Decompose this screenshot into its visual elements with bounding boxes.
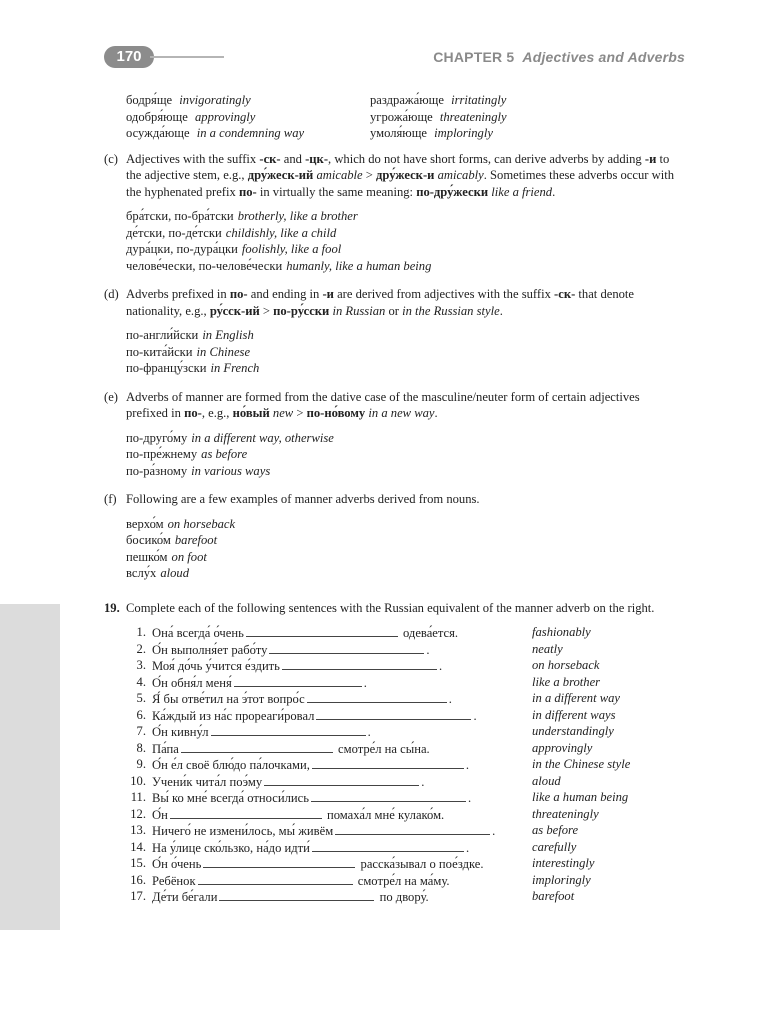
example-line	[370, 92, 670, 109]
sentence-end: .	[467, 791, 472, 805]
english-gloss: brotherly, like a brother	[237, 209, 358, 223]
exercise-item	[104, 806, 684, 823]
russian-word: бра́тски, по-бра́тски	[126, 209, 234, 223]
english-gloss: barefoot	[174, 533, 218, 547]
section-c	[104, 151, 684, 201]
adverb-hint: like a human being	[532, 790, 629, 804]
bold-term: -ск-	[554, 287, 576, 301]
russian-word: по-францу́зски	[126, 361, 207, 375]
russian-word: де́тски, по-де́тски	[126, 225, 222, 240]
item-sentence	[152, 773, 532, 790]
russian-word: раздража́юще	[370, 93, 444, 107]
section-label: (e)	[104, 389, 118, 404]
russian-word: по-англи́йски	[126, 328, 199, 342]
sentence-end: смотре́л на ма́му.	[357, 873, 450, 888]
sentence-end: смотре́л на сы́на.	[338, 741, 430, 756]
sentence-start: Ничего́ не измени́лось, мы́ живём	[152, 824, 334, 838]
adverb-hint: carefully	[532, 839, 577, 854]
running-head	[433, 49, 685, 65]
russian-word: босико́м	[126, 533, 171, 547]
adverb-hint: threateningly	[532, 806, 599, 821]
english-gloss: threateningly	[439, 109, 507, 124]
item-number: 6.	[136, 707, 146, 722]
section-d	[104, 286, 684, 319]
answer-blank[interactable]	[311, 789, 466, 802]
answer-blank[interactable]	[312, 839, 464, 852]
exercise-instruction: Complete each of the following sentences with the Russian equivalent of the manner adverb on the right.	[126, 600, 655, 615]
item-number: 12.	[130, 806, 146, 821]
bold-term: по-	[184, 406, 202, 420]
bold-term: -и	[644, 151, 657, 166]
section-text	[126, 389, 684, 422]
exercise-item	[104, 707, 684, 724]
bold-term: по-дру́жески	[416, 184, 489, 199]
english-gloss: foolishly, like a fool	[241, 242, 342, 256]
item-number: 15.	[130, 856, 146, 870]
item-sentence	[152, 789, 532, 806]
sentence-end: .	[438, 659, 443, 673]
example-line	[370, 125, 670, 142]
english-gloss: approvingly	[195, 109, 256, 124]
section-label: (d)	[104, 287, 119, 301]
adverb-hint: approvingly	[532, 740, 593, 755]
item-number: 9.	[136, 757, 146, 771]
item-number: 13.	[130, 823, 146, 837]
answer-blank[interactable]	[307, 690, 447, 703]
example-line	[126, 463, 684, 480]
item-sentence	[152, 756, 532, 773]
answer-blank[interactable]	[203, 855, 355, 868]
section-label: (c)	[104, 151, 118, 166]
sentence-end: по двору́.	[379, 890, 429, 904]
chapter-label: CHAPTER 5	[433, 49, 515, 65]
bold-term: дру́жеск-ий	[247, 168, 314, 182]
russian-word: дура́цки, по-дура́цки	[126, 242, 238, 256]
example-line	[126, 109, 370, 126]
bold-term: -цк-	[305, 151, 329, 166]
italic-gloss: in Russian	[332, 303, 386, 318]
answer-blank[interactable]	[312, 756, 464, 769]
answer-blank[interactable]	[198, 872, 353, 885]
sentence-end: одева́ется.	[403, 626, 459, 640]
sentence-start: Ка́ждый из на́с прореаги́ровал	[152, 708, 315, 723]
item-sentence	[152, 855, 532, 872]
item-number: 11.	[130, 790, 146, 804]
answer-blank[interactable]	[219, 888, 374, 901]
adverb-hint: fashionably	[532, 625, 591, 639]
exercise-item	[104, 624, 684, 641]
bold-term: -и	[322, 287, 334, 301]
item-sentence	[152, 641, 532, 658]
text-run: , which do not have short forms, can derive adverbs by adding	[328, 151, 645, 166]
english-gloss: imploringly	[434, 126, 493, 140]
item-number: 4.	[136, 674, 146, 689]
example-line	[126, 360, 684, 377]
exercise-item	[104, 641, 684, 658]
item-number: 17.	[130, 889, 146, 903]
example-line	[126, 327, 684, 344]
item-sentence	[152, 707, 532, 724]
item-sentence	[152, 806, 532, 823]
text-run: and	[280, 151, 306, 166]
chapter-title: Adjectives and Adverbs	[522, 49, 685, 65]
text-run: are derived from adjectives with the suffix	[333, 287, 555, 301]
exercise-item	[104, 789, 684, 806]
italic-gloss: like a friend	[491, 184, 553, 199]
example-line	[126, 446, 684, 463]
example-line	[126, 208, 684, 225]
exercise-item	[104, 740, 684, 757]
english-gloss: on foot	[171, 549, 207, 564]
item-number: 1.	[136, 625, 146, 639]
answer-blank[interactable]	[335, 822, 490, 835]
item-number: 2.	[136, 641, 146, 656]
sentence-end: .	[367, 725, 371, 739]
text-run: Adverbs prefixed in	[126, 287, 230, 301]
section-d-examples	[104, 327, 684, 377]
russian-word: одобря́юще	[126, 109, 188, 124]
english-gloss: aloud	[160, 566, 190, 580]
answer-blank[interactable]	[264, 773, 419, 786]
sentence-start: О́н о́чень	[152, 857, 202, 871]
exercise-item	[104, 822, 684, 839]
example-line	[126, 549, 684, 566]
sentence-start: Моя́ до́чь у́чится е́здить	[152, 659, 280, 673]
text-run: >	[293, 406, 307, 420]
item-sentence	[152, 740, 532, 757]
side-tab-bar	[0, 604, 60, 930]
sentence-end: .	[492, 824, 496, 838]
exercise-item	[104, 839, 684, 856]
answer-blank[interactable]	[282, 657, 437, 670]
italic-gloss: in a new way	[368, 406, 435, 420]
example-line	[126, 241, 684, 258]
sentence-end: .	[448, 692, 452, 706]
item-sentence	[152, 839, 532, 856]
item-sentence	[152, 624, 532, 641]
page-number-badge: 170	[104, 46, 154, 68]
sentence-start: Па́па	[152, 741, 179, 756]
text-run: that denote nationality, e.g.,	[126, 287, 635, 318]
adverb-hint: imploringly	[532, 872, 591, 887]
exercise-item	[104, 888, 684, 905]
english-gloss: humanly, like a human being	[286, 258, 432, 273]
english-gloss: in French	[210, 361, 260, 375]
adverb-hint: understandingly	[532, 724, 614, 738]
sentence-start: О́н обня́л меня́	[152, 675, 232, 690]
item-number: 16.	[130, 872, 146, 887]
example-line	[126, 565, 684, 582]
exercise-item	[104, 855, 684, 872]
answer-blank[interactable]	[246, 624, 398, 637]
text-run: in virtually the same meaning:	[256, 184, 417, 199]
item-number: 8.	[136, 740, 146, 755]
item-number: 3.	[136, 658, 146, 672]
exercise-item	[104, 723, 684, 740]
exercise-19	[104, 600, 684, 617]
adverb-hint: like a brother	[532, 674, 601, 689]
example-line	[126, 516, 684, 533]
text-run: .	[434, 406, 438, 420]
sentence-start: Де́ти бе́гали	[152, 890, 218, 904]
text-run: .	[552, 184, 556, 199]
section-f	[104, 491, 684, 508]
section-e	[104, 389, 684, 422]
text-run: to the adjective stem, e.g.,	[126, 151, 670, 182]
item-sentence	[152, 657, 532, 674]
sentence-start: Учени́к чита́л поэ́му	[152, 774, 263, 789]
intro-examples	[104, 92, 684, 142]
russian-word: по-пре́жнему	[126, 447, 198, 461]
italic-gloss: in the Russian style	[402, 303, 500, 318]
russian-word: осужда́юще	[126, 126, 190, 140]
answer-blank[interactable]	[170, 806, 322, 819]
bold-term: но́вый	[232, 406, 270, 420]
sentence-end: .	[465, 840, 470, 855]
text-run: and ending in	[247, 287, 323, 301]
page-content	[104, 92, 684, 905]
english-gloss: on horseback	[167, 516, 236, 531]
item-sentence	[152, 888, 532, 905]
text-run: , e.g.,	[201, 406, 233, 420]
russian-word: угрожа́юще	[370, 109, 433, 124]
answer-blank[interactable]	[211, 723, 366, 736]
bold-term: ру́сск-ий	[209, 303, 260, 318]
intro-col-right	[370, 92, 670, 142]
sentence-start: О́н выполня́ет рабо́ту	[152, 642, 268, 657]
adverb-hint: barefoot	[532, 889, 575, 903]
item-number: 5.	[136, 691, 146, 705]
example-line	[126, 225, 684, 242]
adverb-hint: on horseback	[532, 658, 600, 672]
english-gloss: in a different way, otherwise	[191, 430, 334, 445]
exercise-item	[104, 872, 684, 889]
answer-blank[interactable]	[316, 707, 471, 720]
header-rule	[150, 56, 224, 58]
exercise-number: 19.	[104, 600, 120, 615]
exercise-item	[104, 674, 684, 691]
sentence-end: .	[426, 642, 430, 657]
section-f-examples	[104, 516, 684, 582]
text-run: >	[259, 303, 274, 318]
item-number: 7.	[136, 724, 146, 738]
adverb-hint: in the Chinese style	[532, 757, 631, 771]
sentence-end: расска́зывал о пое́здке.	[360, 857, 484, 871]
russian-word: по-кита́йски	[126, 344, 193, 359]
italic-gloss: amicably	[437, 168, 484, 182]
english-gloss: irritatingly	[451, 93, 507, 107]
bold-term: дру́жеск-и	[376, 168, 435, 182]
section-text	[126, 286, 684, 319]
section-text	[126, 151, 684, 201]
sentence-start: О́н кивну́л	[152, 725, 209, 739]
sentence-start: Ребёнок	[152, 873, 196, 888]
italic-gloss: amicable	[316, 168, 363, 182]
russian-word: вслу́х	[126, 566, 157, 580]
russian-word: бодря́ще	[126, 93, 173, 107]
english-gloss: in various ways	[191, 463, 271, 478]
adverb-hint: neatly	[532, 641, 563, 656]
sentence-start: Она́ всегда́ о́чень	[152, 626, 244, 640]
answer-blank[interactable]	[181, 740, 333, 753]
item-sentence	[152, 674, 532, 691]
exercise-item	[104, 756, 684, 773]
item-sentence	[152, 872, 532, 889]
item-sentence	[152, 690, 532, 707]
example-line	[126, 258, 684, 275]
sentence-end: .	[421, 774, 425, 789]
english-gloss: childishly, like a child	[225, 225, 337, 240]
bold-term: по-но́вому	[306, 406, 366, 420]
text-run: or	[385, 303, 403, 318]
text-run: Adverbs of manner are formed from the dative case of the masculine/neuter form of certain adjectives prefixed in	[126, 389, 640, 420]
russian-word: верхо́м	[126, 516, 164, 531]
russian-word: по-друго́му	[126, 430, 188, 445]
text-run: . Sometimes these adverbs occur with the hyphenated prefix	[126, 168, 674, 199]
sentence-start: Вы́ ко мне́ всегда́ относи́лись	[152, 791, 309, 805]
intro-col-left	[126, 92, 370, 142]
exercise-item	[104, 690, 684, 707]
italic-gloss: new	[272, 406, 294, 420]
item-sentence	[152, 822, 532, 839]
adverb-hint: in a different way	[532, 691, 621, 705]
russian-word: по-ра́зному	[126, 463, 188, 478]
sentence-start: О́н	[152, 807, 168, 822]
adverb-hint: aloud	[532, 773, 561, 788]
russian-word: челове́чески, по-челове́чески	[126, 258, 283, 273]
sentence-end: помаха́л мне́ кулако́м.	[327, 807, 445, 822]
example-line	[126, 344, 684, 361]
text-run: .	[499, 303, 503, 318]
sentence-start: О́н е́л своё блю́до па́лочками,	[152, 758, 310, 772]
english-gloss: invigoratingly	[179, 93, 251, 107]
russian-word: пешко́м	[126, 549, 168, 564]
sentence-end: .	[465, 758, 470, 772]
sentence-start: На у́лице ско́льзко, на́до идти́	[152, 840, 310, 855]
section-label: (f)	[104, 492, 117, 506]
exercise-items	[104, 624, 684, 905]
bold-term: по-	[229, 287, 248, 301]
adverb-hint: as before	[532, 823, 579, 837]
bold-term: по-ру́сски	[273, 303, 330, 318]
sentence-end: .	[363, 675, 367, 690]
answer-blank[interactable]	[269, 641, 424, 654]
example-line	[126, 430, 684, 447]
example-line	[126, 125, 370, 142]
example-line	[126, 532, 684, 549]
adverb-hint: interestingly	[532, 856, 595, 870]
text-run: >	[362, 168, 377, 182]
sentence-start: Я́ бы отве́тил на э́тот вопро́с	[152, 692, 305, 706]
bold-term: по-	[238, 184, 257, 199]
item-sentence	[152, 723, 532, 740]
english-gloss: as before	[201, 447, 248, 461]
exercise-item	[104, 773, 684, 790]
section-c-examples	[104, 208, 684, 274]
section-text: Following are a few examples of manner adverbs derived from nouns.	[126, 492, 480, 506]
english-gloss: in a condemning way	[196, 126, 305, 140]
english-gloss: in English	[202, 328, 254, 342]
section-e-examples	[104, 430, 684, 480]
exercise-item	[104, 657, 684, 674]
russian-word: умоля́юще	[370, 126, 428, 140]
adverb-hint: in different ways	[532, 707, 616, 722]
english-gloss: in Chinese	[196, 344, 251, 359]
example-line	[126, 92, 370, 109]
bold-term: -ск-	[259, 151, 281, 166]
example-line	[370, 109, 670, 126]
answer-blank[interactable]	[234, 674, 362, 687]
item-number: 10.	[130, 773, 146, 788]
sentence-end: .	[473, 708, 477, 723]
text-run: Adjectives with the suffix	[126, 151, 260, 166]
item-number: 14.	[130, 839, 146, 854]
